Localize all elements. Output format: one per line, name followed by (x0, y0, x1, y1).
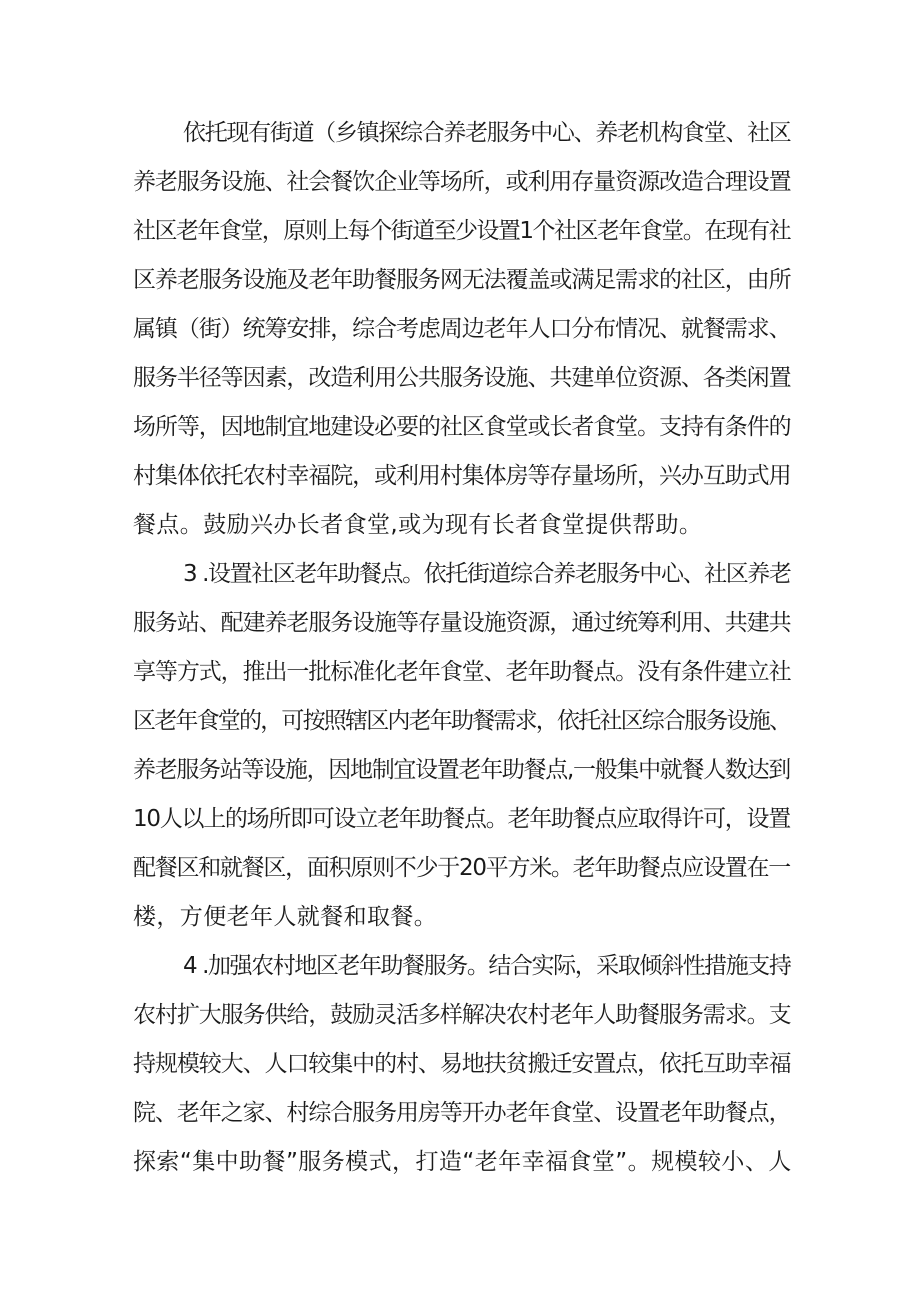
text-line: 依托现有街道（乡镇探综合养老服务中心、养老机构食堂、社区 (183, 120, 791, 146)
text-line: 属镇（街）统筹安排，综合考虑周边老年人口分布情况、就餐需求、 (133, 316, 791, 342)
text-line: 村集体依托农村幸福院，或利用村集体房等存量场所，兴办互助式用 (133, 463, 791, 489)
text-line: 院、老年之家、村综合服务用房等开办老年食堂、设置老年助餐点， (133, 1100, 791, 1126)
text-line: 区老年食堂的，可按照辖区内老年助餐需求，依托社区综合服务设施、 (133, 708, 791, 734)
text-line: 配餐区和就餐区，面积原则不少于20平方米。老年助餐点应设置在一 (133, 855, 791, 881)
text-line: 服务半径等因素，改造利用公共服务设施、共建单位资源、各类闲置 (133, 365, 791, 391)
text-line: 探索“集中助餐”服务模式，打造“老年幸福食堂”。规模较小、人 (133, 1149, 792, 1175)
text-line: 持规模较大、人口较集中的村、易地扶贫搬迁安置点，依托互助幸福 (133, 1051, 791, 1077)
text-line: 养老服务设施、社会餐饮企业等场所，或利用存量资源改造合理设置 (133, 169, 791, 195)
text-line: 区养老服务设施及老年助餐服务网无法覆盖或满足需求的社区，由所 (133, 267, 791, 293)
text-line: 服务站、配建养老服务设施等存量设施资源，通过统筹利用、共建共 (133, 610, 791, 636)
text-line: 养老服务站等设施，因地制宜设置老年助餐点,一般集中就餐人数达到 (133, 757, 791, 783)
text-line: 享等方式，推出一批标准化老年食堂、老年助餐点。没有条件建立社 (133, 659, 791, 685)
text-line: 餐点。鼓励兴办长者食堂,或为现有长者食堂提供帮助。 (133, 512, 703, 538)
text-line: 4 .加强农村地区老年助餐服务。结合实际，采取倾斜性措施支持 (183, 953, 791, 979)
text-line: 农村扩大服务供给，鼓励灵活多样解决农村老年人助餐服务需求。支 (133, 1002, 791, 1028)
text-line: 社区老年食堂，原则上每个街道至少设置1个社区老年食堂。在现有社 (133, 218, 791, 244)
text-line: 场所等，因地制宜地建设必要的社区食堂或长者食堂。支持有条件的 (133, 414, 791, 440)
text-line: 10人以上的场所即可设立老年助餐点。老年助餐点应取得许可，设置 (133, 806, 791, 832)
text-line: 3 .设置社区老年助餐点。依托街道综合养老服务中心、社区养老 (183, 561, 791, 587)
text-line: 楼，方便老年人就餐和取餐。 (133, 904, 438, 930)
